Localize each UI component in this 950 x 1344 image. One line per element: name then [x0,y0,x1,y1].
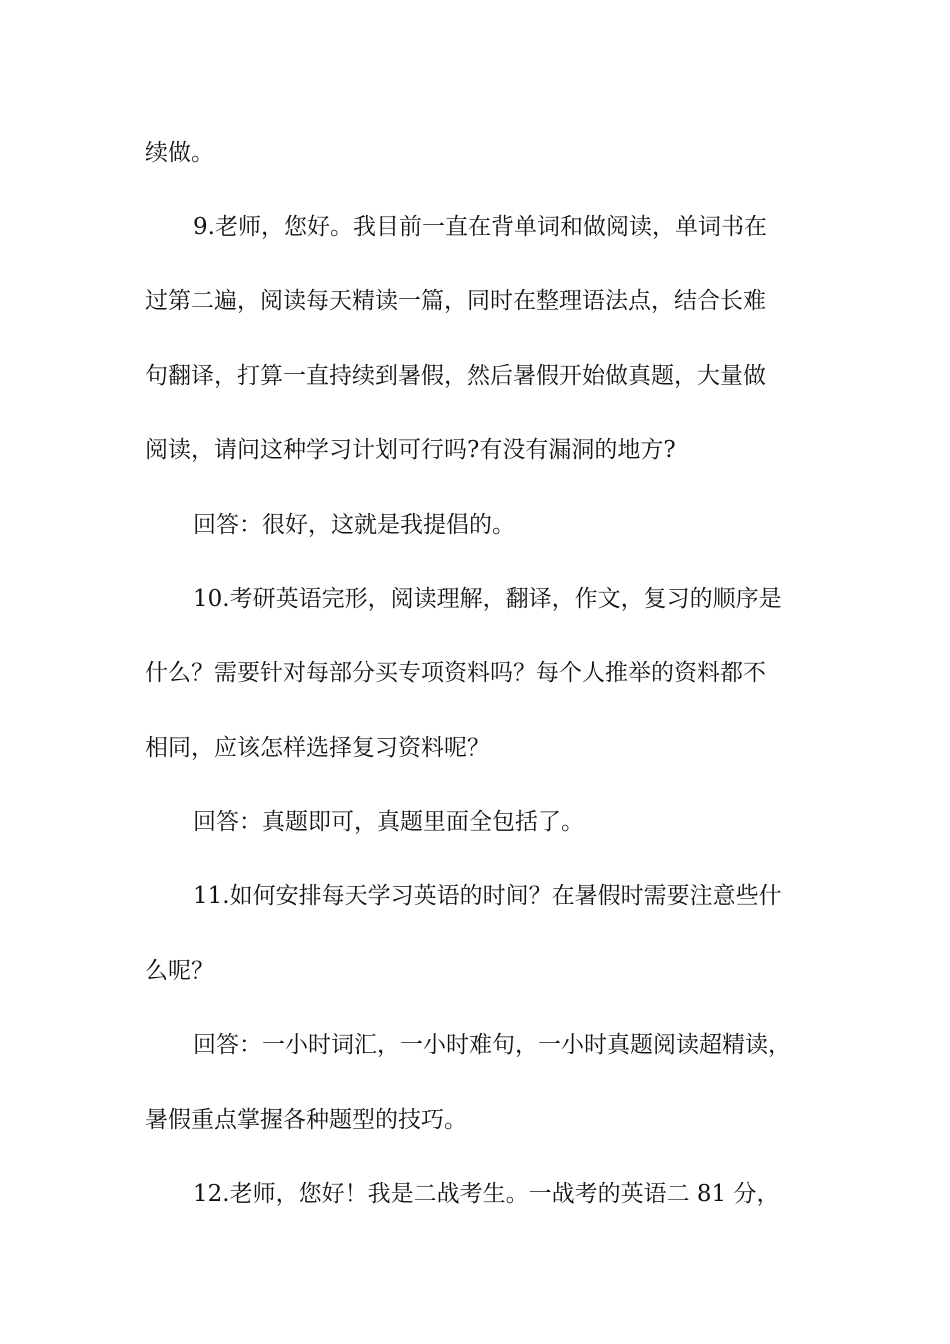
text-line: 过第二遍，阅读每天精读一篇，同时在整理语法点，结合长难 [145,288,766,314]
answer-11-line: 回答：一小时词汇，一小时难句，一小时真题阅读超精读， [193,1032,791,1058]
text-line: 句翻译，打算一直持续到暑假，然后暑假开始做真题，大量做 [145,363,766,389]
question-9-line: 9.老师，您好。我目前一直在背单词和做阅读，单词书在 [193,214,767,240]
text-line: 暑假重点掌握各种题型的技巧。 [145,1107,467,1133]
text-line: 续做。 [145,140,214,166]
text-line: 么呢？ [145,958,214,984]
answer-9-line: 回答：很好，这就是我提倡的。 [193,512,515,538]
question-12-line: 12.老师，您好！我是二战考生。一战考的英语二 81 分， [193,1181,780,1207]
question-11-line: 11.如何安排每天学习英语的时间？在暑假时需要注意些什 [193,883,782,909]
answer-10-line: 回答：真题即可，真题里面全包括了。 [193,809,584,835]
question-10-line: 10.考研英语完形，阅读理解，翻译，作文，复习的顺序是 [193,586,782,612]
text-line: 什么？需要针对每部分买专项资料吗？每个人推举的资料都不 [145,660,766,686]
text-line: 相同，应该怎样选择复习资料呢？ [145,735,490,761]
text-line: 阅读，请问这种学习计划可行吗?有没有漏洞的地方? [145,437,676,463]
